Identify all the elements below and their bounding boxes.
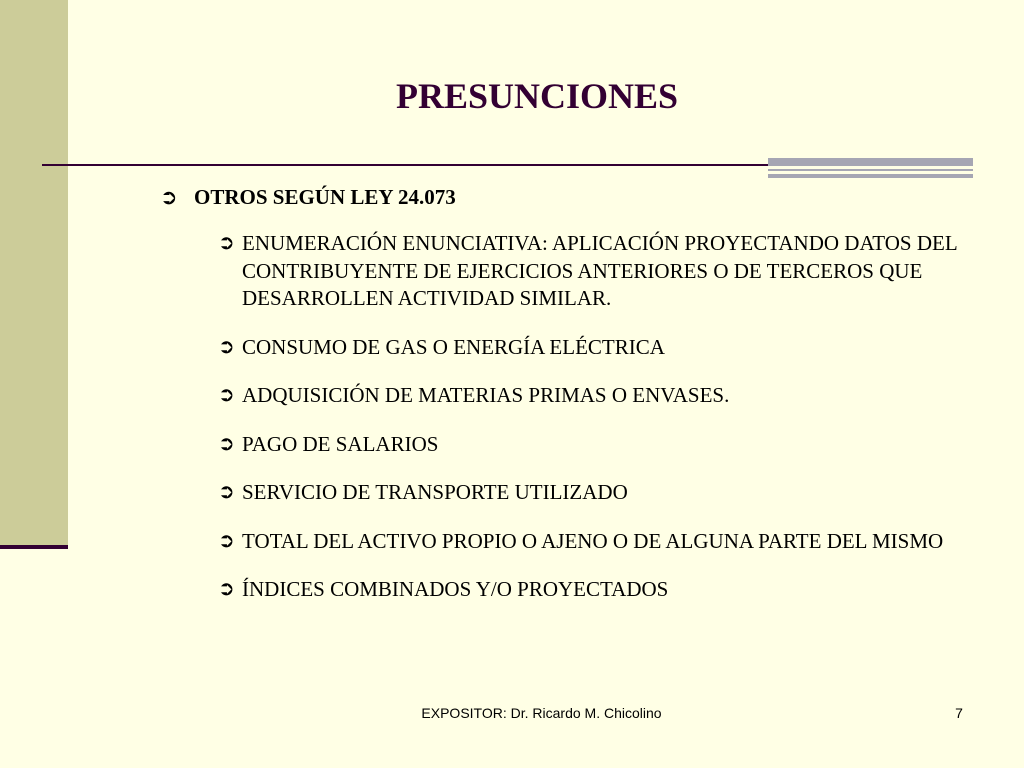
side-band-rule	[0, 545, 68, 549]
sub-bullet-text: PAGO DE SALARIOS	[242, 431, 439, 456]
sub-bullet	[218, 230, 980, 313]
circle-arrow-right-icon: ➲	[218, 481, 235, 503]
circle-arrow-right-icon: ➲	[218, 335, 235, 358]
sub-bullet-text: ENUMERACIÓN ENUNCIATIVA: APLICACIÓN PROYECTANDO DATOS DEL CONTRIBUYENTE DE EJERCICIOS ANTERIORES O DE TERCEROS QUE DESARROLLEN ACTIVIDAD SIMILAR.	[242, 231, 957, 310]
circle-arrow-right-icon: ➲	[218, 529, 235, 552]
sub-bullet-text: TOTAL DEL ACTIVO PROPIO O AJENO O DE ALGUNA PARTE DEL MISMO	[242, 528, 944, 553]
circle-arrow-right-icon: ➲	[218, 232, 235, 254]
circle-arrow-right-icon: ➲	[218, 384, 235, 406]
sub-bullet	[218, 479, 980, 507]
sub-bullet	[218, 576, 980, 604]
circle-arrow-right-icon: ➲	[160, 185, 178, 209]
sub-bullet	[218, 431, 980, 459]
sub-bullet-text: ÍNDICES COMBINADOS Y/O PROYECTADOS	[242, 577, 669, 601]
main-bullet-text: OTROS SEGÚN LEY 24.073	[194, 185, 456, 209]
sub-bullet-text: CONSUMO DE GAS O ENERGÍA ELÉCTRICA	[242, 334, 665, 359]
main-bullet	[160, 182, 980, 212]
slide-title: PRESUNCIONES	[395, 76, 679, 116]
sub-bullet	[218, 334, 980, 362]
sub-bullet	[218, 382, 980, 410]
sub-bullet-text: SERVICIO DE TRANSPORTE UTILIZADO	[242, 480, 628, 504]
footer-presenter: EXPOSITOR: Dr. Ricardo M. Chicolino	[421, 705, 662, 721]
sub-bullet-text: ADQUISICIÓN DE MATERIAS PRIMAS O ENVASES.	[242, 383, 730, 407]
sub-bullet	[218, 528, 980, 556]
circle-arrow-right-icon: ➲	[218, 432, 235, 455]
page-number: 7	[955, 705, 963, 721]
title-divider-accent	[768, 174, 973, 178]
title-divider-accent	[768, 169, 973, 171]
title-divider	[42, 164, 768, 166]
slide-content	[160, 182, 980, 625]
circle-arrow-right-icon: ➲	[218, 578, 235, 600]
title-divider-accent	[768, 158, 973, 166]
